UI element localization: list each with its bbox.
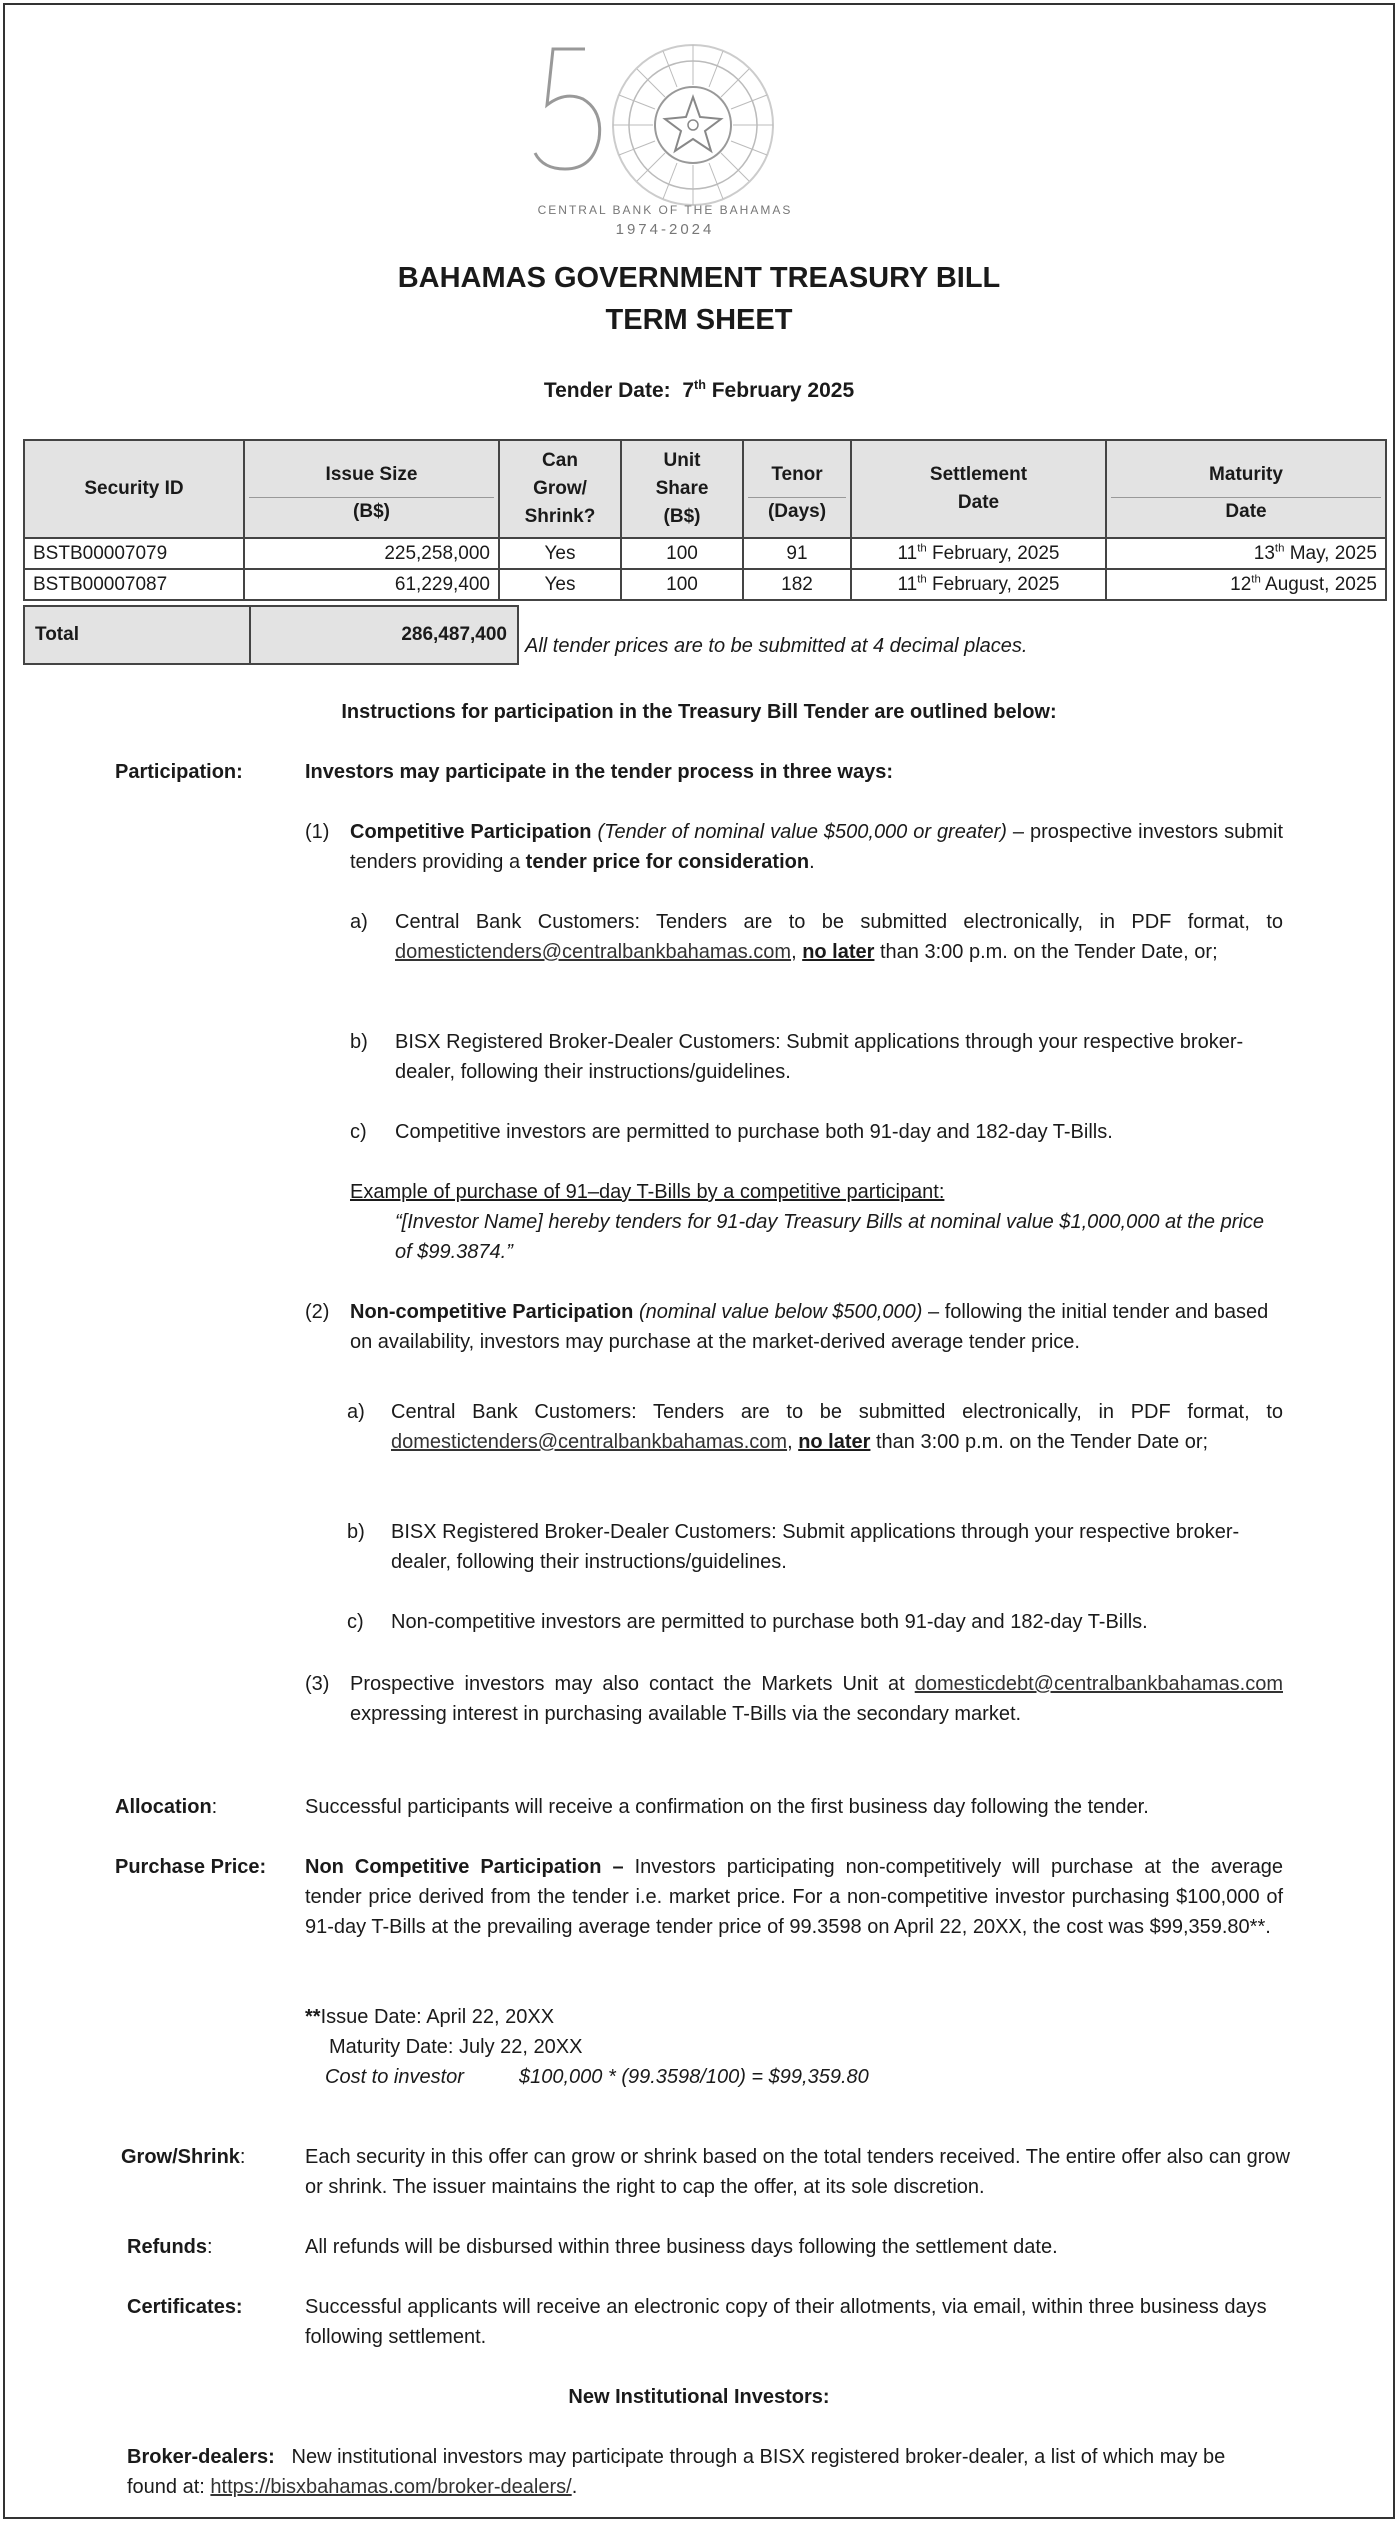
markets-unit-contact: Prospective investors may also contact the Markets Unit at domesticdebt@centralbankbahamas.com expressing interest in purchasing available T-Bills via the secondary market. [350,1673,1283,1725]
tender-date: Tender Date: 7th February 2025 [543,378,855,402]
central-bank-50-logo [525,35,805,245]
certificates-text: Successful applicants will receive an electronic copy of their allotments, via email, within three business days following settlement. [305,2296,1267,2348]
logo-org-name: CENTRAL BANK OF THE BAHAMAS [537,203,793,217]
page-title-line1: BAHAMAS GOVERNMENT TREASURY BILL [397,262,1001,294]
decimal-places-note: All tender prices are to be submitted at 4 decimal places. [525,635,1028,657]
non-competitive-participation: Non-competitive Participation (nominal value below $500,000) – following the initial tender and based on availability, investors may purchase at the market-derived average tender price. [350,1301,1269,1353]
col-can-grow: Can Grow/ Shrink? [499,440,621,538]
p1a-central-bank-customers: Central Bank Customers: Tenders are to be submitted electronically, in PDF format, to domestictenders@centralbankbahamas.com, no later than 3:00 p.m. on the Tender Date, or; [395,911,1283,963]
participation-label: Participation: [115,761,243,783]
p1b-broker-dealer-customers: BISX Registered Broker-Dealer Customers: Submit applications through your respective broker-dealer, following their instructions/guidelines. [395,1031,1244,1083]
total-value: 286,487,400 [401,624,507,645]
grow-shrink-text: Each security in this offer can grow or shrink based on the total tenders received. The entire offer also can grow or shrink. The issuer maintains the right to cap the offer, at its sole discretion. [305,2146,1290,2198]
issue-date-example: **Issue Date: April 22, 20XX [305,2006,555,2028]
purchase-price-text: Non Competitive Participation – Investors participating non-competitively will purchase at the average tender price derived from the tender i.e. market price. For a non-competitive investor purchasing $100,000 of 91-day T-Bills at the prevailing average tender price of 99.3598 on April 22, 20XX, the cost was $99,359.80**. [305,1856,1283,1938]
total-label: Total [25,607,251,663]
p2c-non-competitive-note: Non-competitive investors are permitted to purchase both 91-day and 182-day T-Bills. [391,1611,1148,1633]
anniversary-logo-icon [525,35,805,210]
example-quote: “[Investor Name] hereby tenders for 91-day Treasury Bills at nominal value $1,000,000 at the price of $99.3874.” [395,1211,1264,1263]
refunds-label: Refunds: [127,2236,213,2258]
table-row: BSTB00007087 61,229,400 Yes 100 182 11th February, 2025 12th August, 2025 [24,569,1386,600]
col-maturity-date: Maturity Date [1106,440,1386,538]
table-row: BSTB00007079 225,258,000 Yes 100 91 11th February, 2025 13th May, 2025 [24,538,1386,569]
instructions-heading: Instructions for participation in the Treasury Bill Tender are outlined below: [341,701,1057,723]
p2a-central-bank-customers: Central Bank Customers: Tenders are to be submitted electronically, in PDF format, to domestictenders@centralbankbahamas.com, no later than 3:00 p.m. on the Tender Date or; [391,1401,1283,1453]
cost-formula: $100,000 * (99.3598/100) = $99,359.80 [519,2066,869,2088]
participation-intro: Investors may participate in the tender process in three ways: [305,761,893,783]
domestic-tenders-email-link-2[interactable]: domestictenders@centralbankbahamas.com [391,1431,788,1453]
p1c-competitive-note: Competitive investors are permitted to purchase both 91-day and 182-day T-Bills. [395,1121,1113,1143]
col-tenor: Tenor (Days) [743,440,851,538]
securities-table [23,439,1387,601]
domestic-debt-email-link[interactable]: domesticdebt@centralbankbahamas.com [914,1673,1283,1695]
maturity-date-example: Maturity Date: July 22, 20XX [329,2036,583,2058]
p2b-broker-dealer-customers: BISX Registered Broker-Dealer Customers: Submit applications through your respective broker-dealer, following their instructions/guidelines. [391,1521,1240,1573]
allocation-text: Successful participants will receive a confirmation on the first business day following the tender. [305,1796,1149,1818]
certificates-label: Certificates: [127,2296,243,2318]
col-unit-share: Unit Share (B$) [621,440,743,538]
allocation-label: Allocation: [115,1796,218,1818]
logo-years: 1974-2024 [615,221,715,238]
domestic-tenders-email-link[interactable]: domestictenders@centralbankbahamas.com [395,941,792,963]
grow-shrink-label: Grow/Shrink: [121,2146,246,2168]
refunds-text: All refunds will be disbursed within three business days following the settlement date. [305,2236,1058,2258]
bisx-broker-dealers-link[interactable]: https://bisxbahamas.com/broker-dealers/ [210,2476,572,2498]
p1-number: (1) [305,821,330,843]
purchase-price-label: Purchase Price: [115,1856,267,1878]
broker-dealers-text: Broker-dealers: New institutional investors may participate through a BISX registered broker-dealer, a list of which may be found at: https://bisxbahamas.com/broker-dealers/. [127,2446,1226,2498]
new-investors-heading: New Institutional Investors: [568,2386,830,2408]
example-heading: Example of purchase of 91–day T-Bills by a competitive participant: [350,1181,945,1203]
term-sheet-page: CENTRAL BANK OF THE BAHAMAS 1974-2024 BAHAMAS GOVERNMENT TREASURY BILL TERM SHEET Tender Date: 7th February 2025 Security ID Issue Size (B$) Can Grow/ Shrink? Unit Share (B$) Tenor (Days) Settlement Date Maturity Date BSTB00007079 225,258,000 Yes 100 91 11th February, 2025 13th May, 2025 BSTB00007087 61,229,400 Yes 100 182 11th February, 2025 12th August, 2025 Total 286,487,400 All tender prices are to be submitted at 4 decimal places. Instructions for participation in the Treasury Bill Tender are outlined below: Participation: Investors may participate in the tender process in three ways: (1) Competitive Participation (Tender of nominal value $500,000 or greater) – prospective investors submit tenders providing a tender price for consideration. a) Central Bank Customers: Tenders are to be submitted electronically, in PDF format, to domestictenders@centralbankbahamas.com, no later than 3:00 p.m. on the Tender Date, or; b) BISX Registered Broker-Dealer Customers: Submit applications through your respective broker-dealer, following their instructions/guidelines. c) Competitive investors are permitted to purchase both 91-day and 182-day T-Bills. Example of purchase of 91–day T-Bills by a competitive participant: “[Investor Name] hereby tenders for 91-day Treasury Bills at nominal value $1,000,000 at the price of $99.3874.” (2) Non-competitive Participation (nominal value below $500,000) – following the initial tender and based on availability, investors may purchase at the market-derived average tender price. a) Central Bank Customers: Tenders are to be submitted electronically, in PDF format, to domestictenders@centralbankbahamas.com, no later than 3:00 p.m. on the Tender Date or; b) BISX Registered Broker-Dealer Customers: Submit applications through your respective broker-dealer, following their instructions/guidelines. c) Non-competitive investors are permitted to purchase both 91-day and 182-day T-Bills. (3) Prospective investors may also contact the Markets Unit at domesticdebt@centralbankbahamas.com expressing interest in purchasing available T-Bills via the secondary market. Allocation: Successful participants will receive a confirmation on the first business day following the tender. Purchase Price: Non Competitive Participation – Investors participating non-competitively will purchase at the average tender price derived from the tender i.e. market price. For a non-competitive investor purchasing $100,000 of 91-day T-Bills at the prevailing average tender price of 99.3598 on April 22, 20XX, the cost was $99,359.80**. **Issue Date: April 22, 20XX Maturity Date: July 22, 20XX Cost to investor $100,000 * (99.3598/100) = $99,359.80 Grow/Shrink: Each security in this offer can grow or shrink based on the total tenders received. The entire offer also can grow or shrink. The issuer maintains the right to cap the offer, at its sole discretion. Refunds: All refunds will be disbursed within three business days following the settlement date. Certificates: Successful applicants will receive an electronic copy of their allotments, via email, within three business days following settlement. New Institutional Investors: Broker-dealers: New institutional investors may participate through a BISX registered broker-dealer, a list of which may be found at: https://bisxbahamas.com/broker-dealers/. [3,3,1395,2519]
total-row [23,605,519,665]
col-settlement-date: Settlement Date [851,440,1106,538]
cost-to-investor-label: Cost to investor [325,2066,464,2088]
competitive-participation: Competitive Participation (Tender of nominal value $500,000 or greater) – prospective investors submit tenders providing a tender price for consideration. [350,821,1284,873]
table-header-row [24,440,1386,538]
page-title-line2: TERM SHEET [605,304,793,336]
col-issue-size: Issue Size (B$) [244,440,499,538]
col-security-id: Security ID [24,440,244,538]
